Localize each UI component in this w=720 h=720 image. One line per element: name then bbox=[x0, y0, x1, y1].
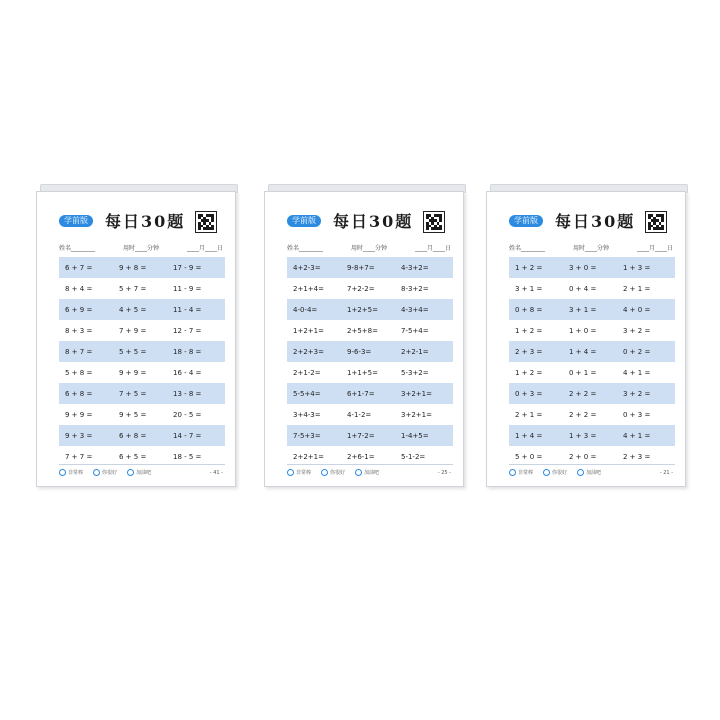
problem-cell: 1 + 3 = bbox=[623, 263, 651, 272]
problem-cell: 2 + 1 = bbox=[515, 410, 543, 419]
problem-cell: 2+1-2= bbox=[293, 368, 321, 377]
qr-code-icon bbox=[423, 211, 445, 233]
sheet-title: 每日30题 bbox=[333, 212, 414, 231]
problem-cell: 1+7-2= bbox=[347, 431, 375, 440]
circle-icon bbox=[287, 469, 294, 476]
footer-divider bbox=[59, 464, 225, 465]
problem-cell: 2+2+3= bbox=[293, 347, 324, 356]
problem-cell: 0 + 8 = bbox=[515, 305, 543, 314]
problem-cell: 6+1-7= bbox=[347, 389, 375, 398]
problem-cell: 9-6-3= bbox=[347, 347, 372, 356]
sheet-footer bbox=[509, 469, 673, 476]
qr-code-icon bbox=[645, 211, 667, 233]
worksheet-sheet bbox=[264, 191, 464, 487]
problem-cell: 18 - 5 = bbox=[173, 452, 202, 461]
problem-cell: 2 + 1 = bbox=[623, 284, 651, 293]
problem-cell: 7 + 5 = bbox=[119, 389, 147, 398]
rating-option bbox=[577, 469, 601, 476]
worksheet-pad bbox=[264, 188, 464, 486]
sheet-footer bbox=[59, 469, 223, 476]
problem-cell: 2+2+1= bbox=[293, 452, 324, 461]
problem-cell: 5 + 7 = bbox=[119, 284, 147, 293]
circle-icon bbox=[59, 469, 66, 476]
problem-cell: 0 + 1 = bbox=[569, 368, 597, 377]
problem-cell: 5-5+4= bbox=[293, 389, 321, 398]
sheet-title: 每日30题 bbox=[555, 212, 636, 231]
rating-option bbox=[59, 469, 83, 476]
problem-cell: 9 + 9 = bbox=[65, 410, 93, 419]
problem-row bbox=[59, 320, 225, 341]
page-number: - 21 - bbox=[659, 469, 673, 476]
problem-row bbox=[59, 341, 225, 362]
info-time: 用时____分钟 bbox=[350, 245, 387, 252]
problem-cell: 3 + 1 = bbox=[569, 305, 597, 314]
problem-cell: 8 + 4 = bbox=[65, 284, 93, 293]
problem-cell: 6 + 7 = bbox=[65, 263, 93, 272]
problem-cell: 1 + 2 = bbox=[515, 368, 543, 377]
info-time: 用时____分钟 bbox=[572, 245, 609, 252]
problem-cell: 5-1-2= bbox=[401, 452, 426, 461]
page-number: - 41 - bbox=[209, 469, 223, 476]
problem-row bbox=[287, 278, 453, 299]
problem-cell: 1 + 4 = bbox=[515, 431, 543, 440]
problem-cell: 6 + 5 = bbox=[119, 452, 147, 461]
problem-row bbox=[59, 278, 225, 299]
problem-row bbox=[59, 404, 225, 425]
problem-row bbox=[59, 362, 225, 383]
problem-cell: 6 + 9 = bbox=[65, 305, 93, 314]
worksheet-pad bbox=[486, 188, 686, 486]
problem-row bbox=[287, 425, 453, 446]
problem-cell: 16 - 4 = bbox=[173, 368, 202, 377]
problem-cell: 3 + 2 = bbox=[623, 326, 651, 335]
problem-cell: 9 + 5 = bbox=[119, 410, 147, 419]
rating-label: 非常棒 bbox=[68, 470, 84, 476]
circle-icon bbox=[93, 469, 100, 476]
page-number: - 25 - bbox=[437, 469, 451, 476]
problem-cell: 2 + 3 = bbox=[515, 347, 543, 356]
problem-cell: 8 + 7 = bbox=[65, 347, 93, 356]
worksheet-pad bbox=[36, 188, 236, 486]
circle-icon bbox=[577, 469, 584, 476]
problem-cell: 4 + 0 = bbox=[623, 305, 651, 314]
problem-cell: 18 - 8 = bbox=[173, 347, 202, 356]
rating-label: 非常棒 bbox=[296, 470, 312, 476]
problem-table bbox=[287, 257, 453, 467]
problem-cell: 0 + 3 = bbox=[623, 410, 651, 419]
problem-row bbox=[509, 404, 675, 425]
problem-row bbox=[509, 278, 675, 299]
rating-option bbox=[509, 469, 533, 476]
problem-cell: 1+2+5= bbox=[347, 305, 378, 314]
problem-cell: 2+1+4= bbox=[293, 284, 324, 293]
edition-badge: 学前版 bbox=[509, 215, 543, 227]
problem-cell: 1-4+5= bbox=[401, 431, 429, 440]
rating-option bbox=[355, 469, 379, 476]
rating-option bbox=[127, 469, 151, 476]
problem-row bbox=[59, 299, 225, 320]
problem-cell: 1+1+5= bbox=[347, 368, 378, 377]
problem-cell: 9 + 8 = bbox=[119, 263, 147, 272]
rating-label: 你很好 bbox=[552, 470, 568, 476]
problem-cell: 5-3+2= bbox=[401, 368, 429, 377]
edition-badge: 学前版 bbox=[59, 215, 93, 227]
sheet-title: 每日30题 bbox=[105, 212, 186, 231]
rating-label: 非常棒 bbox=[518, 470, 534, 476]
problem-cell: 11 - 4 = bbox=[173, 305, 202, 314]
problem-row bbox=[509, 299, 675, 320]
problem-row bbox=[509, 362, 675, 383]
rating-option bbox=[93, 469, 117, 476]
problem-cell: 9-8+7= bbox=[347, 263, 375, 272]
problem-cell: 7 + 7 = bbox=[65, 452, 93, 461]
problem-cell: 5 + 8 = bbox=[65, 368, 93, 377]
problem-row bbox=[287, 383, 453, 404]
rating-label: 加油吧 bbox=[136, 470, 152, 476]
problem-cell: 2+2-1= bbox=[401, 347, 429, 356]
problem-cell: 14 - 7 = bbox=[173, 431, 202, 440]
problem-cell: 4 + 1 = bbox=[623, 431, 651, 440]
rating-option bbox=[321, 469, 345, 476]
info-name: 姓名________ bbox=[59, 245, 96, 252]
problem-cell: 1 + 2 = bbox=[515, 263, 543, 272]
problem-cell: 7+2-2= bbox=[347, 284, 375, 293]
info-time: 用时____分钟 bbox=[122, 245, 159, 252]
problem-row bbox=[287, 341, 453, 362]
problem-cell: 12 - 7 = bbox=[173, 326, 202, 335]
problem-row bbox=[59, 257, 225, 278]
problem-cell: 1 + 3 = bbox=[569, 431, 597, 440]
worksheet-sheet bbox=[486, 191, 686, 487]
problem-cell: 0 + 4 = bbox=[569, 284, 597, 293]
info-date: ____月____日 bbox=[186, 245, 223, 252]
problem-row bbox=[509, 341, 675, 362]
circle-icon bbox=[543, 469, 550, 476]
problem-cell: 0 + 2 = bbox=[623, 347, 651, 356]
problem-cell: 4-1-2= bbox=[347, 410, 372, 419]
problem-cell: 17 - 9 = bbox=[173, 263, 202, 272]
problem-table bbox=[59, 257, 225, 467]
rating-option bbox=[287, 469, 311, 476]
problem-cell: 4-3+2= bbox=[401, 263, 429, 272]
problem-row bbox=[287, 320, 453, 341]
problem-cell: 13 - 8 = bbox=[173, 389, 202, 398]
problem-cell: 4-0-4= bbox=[293, 305, 318, 314]
problem-cell: 5 + 0 = bbox=[515, 452, 543, 461]
problem-cell: 9 + 9 = bbox=[119, 368, 147, 377]
problem-cell: 2 + 3 = bbox=[623, 452, 651, 461]
info-line bbox=[287, 243, 451, 252]
problem-cell: 2 + 0 = bbox=[569, 452, 597, 461]
sheet-footer bbox=[287, 469, 451, 476]
info-name: 姓名________ bbox=[287, 245, 324, 252]
problem-cell: 2+6-1= bbox=[347, 452, 375, 461]
problem-cell: 11 - 9 = bbox=[173, 284, 202, 293]
problem-row bbox=[509, 383, 675, 404]
problem-cell: 4 + 1 = bbox=[623, 368, 651, 377]
problem-cell: 3+2+1= bbox=[401, 410, 432, 419]
rating-label: 你很好 bbox=[330, 470, 346, 476]
info-line bbox=[509, 243, 673, 252]
problem-cell: 20 - 5 = bbox=[173, 410, 202, 419]
qr-code-icon bbox=[195, 211, 217, 233]
rating-label: 加油吧 bbox=[364, 470, 380, 476]
problem-cell: 1 + 4 = bbox=[569, 347, 597, 356]
problem-cell: 8 + 3 = bbox=[65, 326, 93, 335]
info-date: ____月____日 bbox=[414, 245, 451, 252]
problem-cell: 4+2-3= bbox=[293, 263, 321, 272]
worksheet-sheet bbox=[36, 191, 236, 487]
problem-cell: 2 + 2 = bbox=[569, 389, 597, 398]
problem-cell: 0 + 3 = bbox=[515, 389, 543, 398]
problem-cell: 6 + 8 = bbox=[65, 389, 93, 398]
problem-cell: 1+2+1= bbox=[293, 326, 324, 335]
footer-divider bbox=[509, 464, 675, 465]
problem-cell: 1 + 2 = bbox=[515, 326, 543, 335]
problem-cell: 1 + 0 = bbox=[569, 326, 597, 335]
footer-divider bbox=[287, 464, 453, 465]
problem-row bbox=[287, 362, 453, 383]
problem-cell: 9 + 3 = bbox=[65, 431, 93, 440]
problem-row bbox=[509, 425, 675, 446]
problem-cell: 6 + 8 = bbox=[119, 431, 147, 440]
rating-label: 你很好 bbox=[102, 470, 118, 476]
problem-row bbox=[287, 299, 453, 320]
problem-row bbox=[59, 383, 225, 404]
problem-row bbox=[59, 425, 225, 446]
problem-cell: 7 + 9 = bbox=[119, 326, 147, 335]
problem-cell: 7-5+3= bbox=[293, 431, 321, 440]
circle-icon bbox=[509, 469, 516, 476]
problem-cell: 3+4-3= bbox=[293, 410, 321, 419]
info-name: 姓名________ bbox=[509, 245, 546, 252]
problem-cell: 3 + 2 = bbox=[623, 389, 651, 398]
problem-table bbox=[509, 257, 675, 467]
problem-row bbox=[509, 320, 675, 341]
circle-icon bbox=[127, 469, 134, 476]
problem-cell: 3 + 0 = bbox=[569, 263, 597, 272]
problem-cell: 3 + 1 = bbox=[515, 284, 543, 293]
problem-cell: 2+5+8= bbox=[347, 326, 378, 335]
rating-option bbox=[543, 469, 567, 476]
problem-cell: 2 + 2 = bbox=[569, 410, 597, 419]
problem-cell: 3+2+1= bbox=[401, 389, 432, 398]
problem-row bbox=[509, 257, 675, 278]
problem-row bbox=[287, 404, 453, 425]
circle-icon bbox=[355, 469, 362, 476]
info-line bbox=[59, 243, 223, 252]
problem-cell: 7-5+4= bbox=[401, 326, 429, 335]
rating-label: 加油吧 bbox=[586, 470, 602, 476]
problem-cell: 5 + 5 = bbox=[119, 347, 147, 356]
edition-badge: 学前版 bbox=[287, 215, 321, 227]
problem-cell: 4 + 5 = bbox=[119, 305, 147, 314]
problem-cell: 4-3+4= bbox=[401, 305, 429, 314]
problem-cell: 8-3+2= bbox=[401, 284, 429, 293]
problem-row bbox=[287, 257, 453, 278]
circle-icon bbox=[321, 469, 328, 476]
info-date: ____月____日 bbox=[636, 245, 673, 252]
